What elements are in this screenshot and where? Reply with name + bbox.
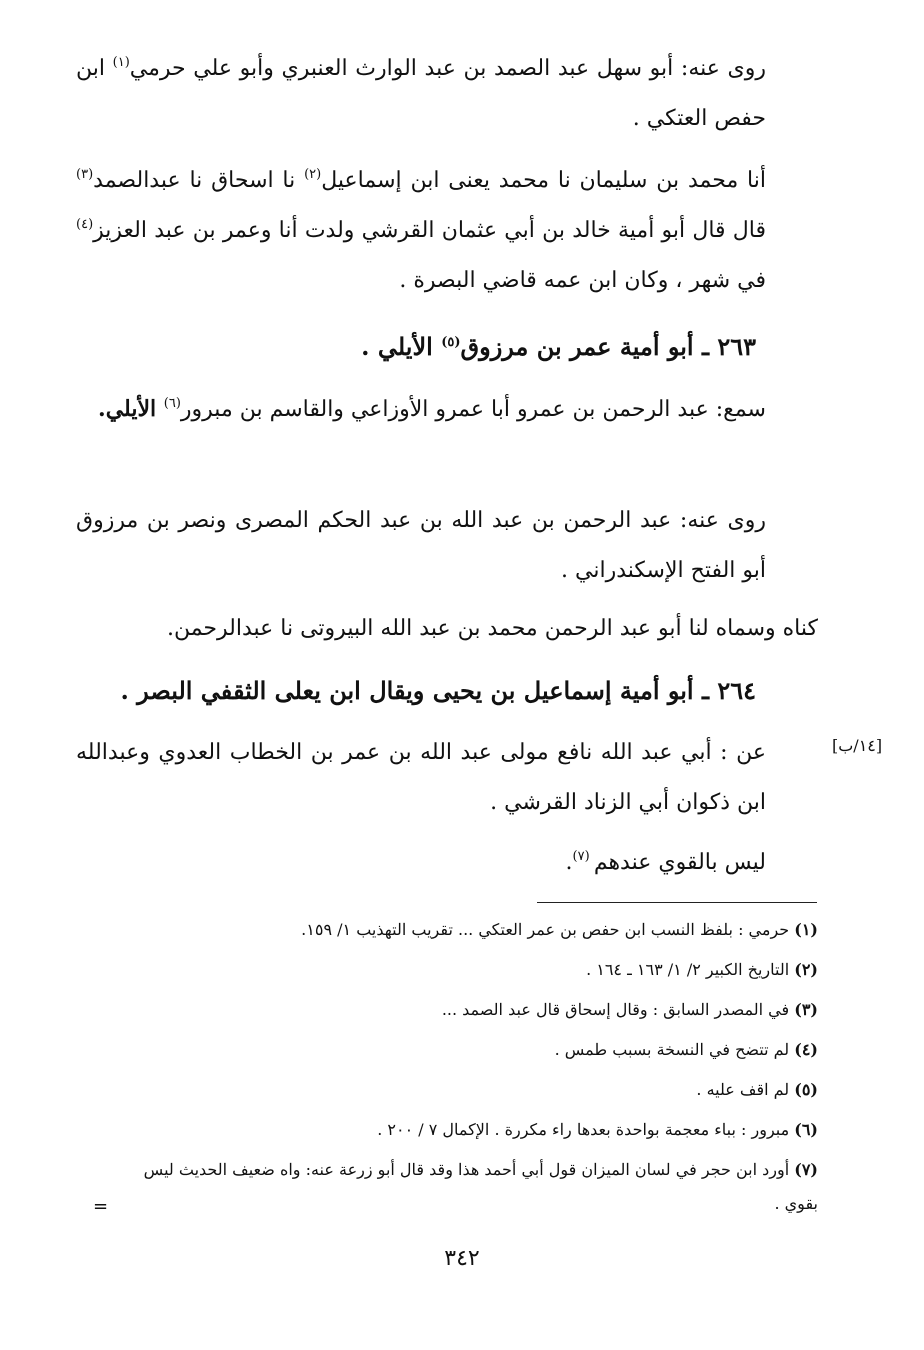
paragraph-text: نا اسحاق نا عبدالصمد [93,168,305,193]
footnote-text: لم تتضح في النسخة بسبب طمس . [554,1040,795,1059]
footnote-ref[interactable]: (٣) [76,167,94,182]
footnote-ref[interactable]: (٤) [76,217,94,232]
paragraph-verdict [76,838,818,888]
footnote-5 [76,1070,818,1110]
footnote-number: (١) [794,920,818,939]
footnote-7 [76,1150,818,1221]
page-number: ٣٤٢ [444,1246,480,1271]
paragraph-kunya [76,604,818,654]
footnote-separator [537,902,817,903]
footnote-text: التاريخ الكبير ٢/ ١/ ١٦٣ ـ ١٦٤ . [586,960,795,979]
paragraph-text: الأيلي. [98,396,164,422]
paragraph-text: كناه وسماه لنا أبو عبد الرحمن محمد بن عبد الله البيروتى نا عبدالرحمن. [166,616,818,641]
entry-heading-264 [76,666,818,716]
footnote-6 [76,1110,818,1150]
paragraph-narrators-2 [76,496,818,596]
heading-text: ٢٦٤ ـ أبو أمية إسماعيل بن يحيى ويقال ابن يعلى الثقفي البصر . [120,676,756,705]
footnote-number: (٤) [794,1040,818,1059]
paragraph-text: روى عنه: عبد الرحمن بن عبد الله بن عبد الحكم المصرى ونصر بن مرزوق أبو الفتح الإسكندراني . [76,508,766,583]
footnote-ref[interactable]: (٢) [304,167,322,182]
footnote-text: حرمي : بلفظ النسب ابن حفص بن عمر العتكي ... تقريب التهذيب ١/ ١٥٩. [301,920,795,939]
footnote-ref[interactable]: (٥) [441,335,461,350]
footnote-1 [76,910,818,950]
footnote-ref[interactable]: (٧) [572,849,594,864]
footnote-ref[interactable]: (٦) [163,396,181,411]
paragraph-text: ليس بالقوي عندهم [593,850,766,875]
heading-text: ٢٦٣ ـ أبو أمية عمر بن مرزوق [460,332,756,361]
paragraph-isnad [76,156,818,306]
paragraph-text: أنا محمد بن سليمان نا محمد يعنى ابن إسماعيل [321,168,766,193]
footnote-2 [76,950,818,990]
footnotes [76,910,818,1221]
paragraph-text: عن : أبي عبد الله نافع مولى عبد الله بن عمر بن الخطاب العدوي وعبدالله ابن ذكوان أبي الزناد القرشي . [76,740,766,815]
footnote-3 [76,990,818,1030]
footnote-text: في المصدر السابق : وقال إسحاق قال عبد الصمد ... [441,1000,795,1019]
paragraph-from [76,728,818,828]
footnote-4 [76,1030,818,1070]
paragraph-text: قال قال أبو أمية خالد بن أبي عثمان القرشي ولدت أنا وعمر بن عبد العزيز [93,218,766,243]
footnote-text: مبرور : بباء معجمة بواحدة بعدها راء مكررة . الإكمال ٧ / ٢٠٠ . [377,1120,795,1139]
footnote-number: (٦) [794,1120,818,1139]
footnote-number: (٣) [794,1000,818,1019]
footnote-ref[interactable]: (١) [112,55,130,70]
paragraph-text: سمع: عبد الرحمن بن عمرو أبا عمرو الأوزاعي والقاسم بن مبرور [180,397,766,422]
paragraph-text: في شهر ، وكان ابن عمه قاضي البصرة . [399,268,766,293]
entry-heading-263 [76,322,818,372]
paragraph-narrators-1 [76,44,818,144]
footnote-text: أورد ابن حجر في لسان الميزان قول أبي أحمد هذا وقد قال أبو زرعة عنه: واه ضعيف الحديث ليس بقوي . [143,1160,818,1213]
continuation-mark: = [93,1196,109,1217]
paragraph-heard-from [76,384,818,435]
footnote-number: (٥) [794,1080,818,1099]
paragraph-text: ابن حفص العتكي . [76,56,766,131]
footnote-text: لم اقف عليه . [696,1080,795,1099]
footnote-number: (٧) [794,1160,818,1179]
paragraph-text: . [565,850,573,875]
footnote-number: (٢) [794,960,818,979]
paragraph-text: روى عنه: أبو سهل عبد الصمد بن عبد الوارث العنبري وأبو علي حرمي [129,56,767,81]
heading-text: الأيلي . [361,332,442,361]
manuscript-folio-note: [١٤/ب] [832,736,883,755]
